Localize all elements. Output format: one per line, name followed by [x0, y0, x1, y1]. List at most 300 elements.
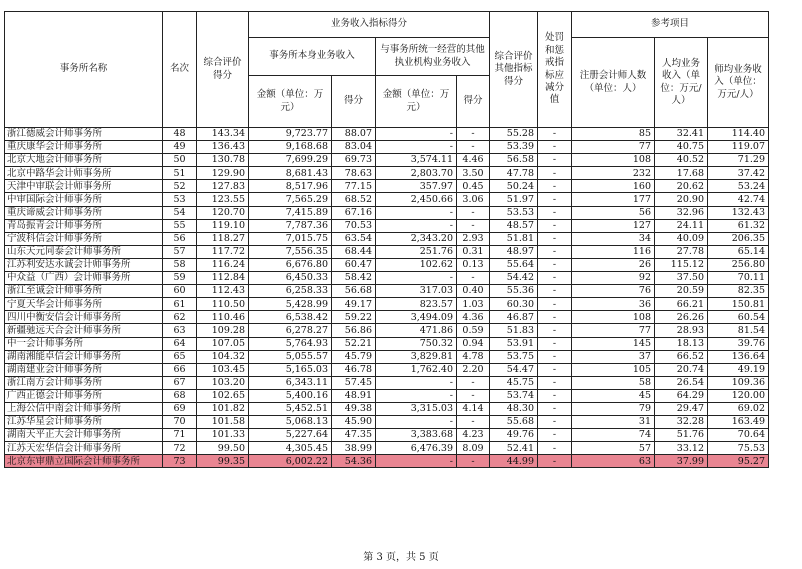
cell-per-capita: 26.54 [655, 376, 708, 389]
cell-own-score: 57.45 [332, 376, 376, 389]
cell-overall-score: 110.50 [197, 298, 249, 311]
cell-cpa-count: 36 [572, 298, 655, 311]
header-reference: 参考项目 [572, 12, 769, 38]
cell-rank: 49 [163, 141, 197, 154]
cell-own-score: 59.22 [332, 311, 376, 324]
table-row [5, 154, 769, 167]
cell-own-amount: 7,415.89 [249, 206, 332, 219]
cell-overall-score: 102.65 [197, 389, 249, 402]
cell-cpa-count: 74 [572, 429, 655, 442]
cell-affiliate-score: - [457, 219, 490, 232]
cell-own-amount: 4,305.45 [249, 442, 332, 455]
cell-own-score: 48.91 [332, 389, 376, 402]
cell-own-score: 70.53 [332, 219, 376, 232]
cell-other-score: 55.28 [490, 128, 538, 141]
cell-affiliate-amount: 102.62 [376, 258, 457, 271]
cell-firm-name: 湖南建业会计师事务所 [5, 363, 163, 376]
cell-cpa-count: 31 [572, 416, 655, 429]
cell-per-capita: 18.13 [655, 337, 708, 350]
cell-per-cpa: 132.43 [708, 206, 769, 219]
cell-per-cpa: 61.32 [708, 219, 769, 232]
cell-rank: 65 [163, 350, 197, 363]
cell-own-amount: 7,015.75 [249, 232, 332, 245]
cell-other-score: 51.83 [490, 324, 538, 337]
table-row [5, 442, 769, 455]
cell-penalty: - [538, 442, 572, 455]
cell-rank: 69 [163, 402, 197, 415]
header-own-score: 得分 [332, 76, 376, 128]
cell-other-score: 48.97 [490, 245, 538, 258]
header-own-amount: 金额（单位：万元） [249, 76, 332, 128]
cell-firm-name: 上海公信中南会计师事务所 [5, 402, 163, 415]
cell-penalty: - [538, 298, 572, 311]
table-row [5, 193, 769, 206]
cell-rank: 50 [163, 154, 197, 167]
cell-firm-name: 新疆驰远天合会计师事务所 [5, 324, 163, 337]
table-row [5, 219, 769, 232]
table-row [5, 180, 769, 193]
cell-own-score: 58.42 [332, 272, 376, 285]
table-row [5, 245, 769, 258]
cell-other-score: 53.39 [490, 141, 538, 154]
cell-overall-score: 129.90 [197, 167, 249, 180]
cell-own-score: 88.07 [332, 128, 376, 141]
cell-affiliate-score: 0.59 [457, 324, 490, 337]
cell-rank: 51 [163, 167, 197, 180]
cell-firm-name: 中审国际会计师事务所 [5, 193, 163, 206]
cell-affiliate-amount: - [376, 272, 457, 285]
table-row [5, 363, 769, 376]
cell-per-capita: 37.99 [655, 455, 708, 468]
cell-other-score: 50.24 [490, 180, 538, 193]
cell-overall-score: 104.32 [197, 350, 249, 363]
cell-own-amount: 6,538.42 [249, 311, 332, 324]
table-row [5, 167, 769, 180]
cell-firm-name: 重庆谛威会计师事务所 [5, 206, 163, 219]
table-row [5, 232, 769, 245]
cell-per-capita: 66.52 [655, 350, 708, 363]
cell-rank: 71 [163, 429, 197, 442]
cell-overall-score: 99.35 [197, 455, 249, 468]
cell-affiliate-amount: 6,476.39 [376, 442, 457, 455]
cell-overall-score: 103.20 [197, 376, 249, 389]
table-row [5, 402, 769, 415]
cell-per-cpa: 150.81 [708, 298, 769, 311]
cell-cpa-count: 26 [572, 258, 655, 271]
cell-affiliate-amount: - [376, 206, 457, 219]
cell-rank: 64 [163, 337, 197, 350]
cell-affiliate-score: - [457, 389, 490, 402]
cell-per-cpa: 49.19 [708, 363, 769, 376]
cell-affiliate-amount: - [376, 416, 457, 429]
cell-per-capita: 32.41 [655, 128, 708, 141]
cell-firm-name: 北京东审鼎立国际会计师事务所 [5, 455, 163, 468]
cell-rank: 70 [163, 416, 197, 429]
cell-affiliate-amount: 3,829.81 [376, 350, 457, 363]
cell-firm-name: 青岛振青会计师事务所 [5, 219, 163, 232]
cell-per-cpa: 109.36 [708, 376, 769, 389]
cell-firm-name: 浙江至诚会计师事务所 [5, 285, 163, 298]
cell-affiliate-amount: 3,574.11 [376, 154, 457, 167]
cell-cpa-count: 160 [572, 180, 655, 193]
cell-own-amount: 7,787.36 [249, 219, 332, 232]
cell-affiliate-amount: - [376, 455, 457, 468]
cell-rank: 73 [163, 455, 197, 468]
cell-affiliate-amount: - [376, 389, 457, 402]
cell-other-score: 48.30 [490, 402, 538, 415]
cell-own-score: 63.54 [332, 232, 376, 245]
header-penalty: 处罚和惩戒指标应减分值 [538, 12, 572, 128]
cell-cpa-count: 77 [572, 141, 655, 154]
cell-per-cpa: 65.14 [708, 245, 769, 258]
cell-penalty: - [538, 232, 572, 245]
cell-affiliate-score: 2.93 [457, 232, 490, 245]
cell-affiliate-score: 3.06 [457, 193, 490, 206]
cell-rank: 63 [163, 324, 197, 337]
cell-cpa-count: 116 [572, 245, 655, 258]
header-other-score: 综合评价其他指标得分 [490, 12, 538, 128]
header-affiliate-income: 与事务所统一经营的其他执业机构业务收入 [376, 38, 490, 76]
cell-own-amount: 6,450.33 [249, 272, 332, 285]
cell-affiliate-score: 4.78 [457, 350, 490, 363]
cell-per-capita: 20.74 [655, 363, 708, 376]
cell-own-amount: 6,676.80 [249, 258, 332, 271]
header-per-capita: 人均业务收入（单位：万元/人） [655, 38, 708, 128]
cell-cpa-count: 177 [572, 193, 655, 206]
table-row [5, 206, 769, 219]
cell-own-score: 54.36 [332, 455, 376, 468]
cell-firm-name: 四川中衡安信会计师事务所 [5, 311, 163, 324]
cell-per-cpa: 120.00 [708, 389, 769, 402]
cell-firm-name: 重庆康华会计师事务所 [5, 141, 163, 154]
cell-penalty: - [538, 416, 572, 429]
cell-own-amount: 7,556.35 [249, 245, 332, 258]
cell-affiliate-score: - [457, 416, 490, 429]
cell-rank: 54 [163, 206, 197, 219]
cell-cpa-count: 76 [572, 285, 655, 298]
cell-penalty: - [538, 272, 572, 285]
cell-overall-score: 123.55 [197, 193, 249, 206]
cell-firm-name: 山东天元同泰会计师事务所 [5, 245, 163, 258]
cell-own-amount: 5,165.03 [249, 363, 332, 376]
cell-firm-name: 天津中审联会计师事务所 [5, 180, 163, 193]
cell-affiliate-score: - [457, 272, 490, 285]
cell-penalty: - [538, 141, 572, 154]
cell-affiliate-amount: 471.86 [376, 324, 457, 337]
cell-per-capita: 37.50 [655, 272, 708, 285]
header-per-cpa: 师均业务收入（单位：万元/人） [708, 38, 769, 128]
cell-firm-name: 湖南湘能卓信会计师事务所 [5, 350, 163, 363]
cell-penalty: - [538, 154, 572, 167]
cell-affiliate-amount: - [376, 376, 457, 389]
cell-own-score: 77.15 [332, 180, 376, 193]
cell-per-capita: 27.78 [655, 245, 708, 258]
cell-per-cpa: 82.35 [708, 285, 769, 298]
cell-affiliate-amount: 1,762.40 [376, 363, 457, 376]
cell-overall-score: 101.82 [197, 402, 249, 415]
cell-per-capita: 17.68 [655, 167, 708, 180]
cell-cpa-count: 145 [572, 337, 655, 350]
cell-firm-name: 北京中路华会计师事务所 [5, 167, 163, 180]
cell-overall-score: 101.33 [197, 429, 249, 442]
cell-rank: 56 [163, 232, 197, 245]
cell-own-score: 46.78 [332, 363, 376, 376]
cell-own-amount: 5,764.93 [249, 337, 332, 350]
cell-rank: 57 [163, 245, 197, 258]
cell-other-score: 54.42 [490, 272, 538, 285]
cell-penalty: - [538, 337, 572, 350]
cell-affiliate-score: 1.03 [457, 298, 490, 311]
cell-affiliate-score: - [457, 141, 490, 154]
cell-firm-name: 北京大地会计师事务所 [5, 154, 163, 167]
table-row [5, 311, 769, 324]
cell-overall-score: 130.78 [197, 154, 249, 167]
cell-rank: 66 [163, 363, 197, 376]
cell-other-score: 52.41 [490, 442, 538, 455]
cell-affiliate-score: 0.40 [457, 285, 490, 298]
cell-other-score: 53.75 [490, 350, 538, 363]
cell-affiliate-score: 0.31 [457, 245, 490, 258]
cell-own-score: 49.17 [332, 298, 376, 311]
cell-overall-score: 101.58 [197, 416, 249, 429]
cell-affiliate-amount: 3,383.68 [376, 429, 457, 442]
cell-per-cpa: 256.80 [708, 258, 769, 271]
header-affiliate-amount: 金额（单位：万元） [376, 76, 457, 128]
cell-own-score: 67.16 [332, 206, 376, 219]
header-business-income-score: 业务收入指标得分 [249, 12, 490, 38]
cell-cpa-count: 85 [572, 128, 655, 141]
cell-per-cpa: 37.42 [708, 167, 769, 180]
cell-per-cpa: 75.53 [708, 442, 769, 455]
cell-own-amount: 5,068.13 [249, 416, 332, 429]
cell-firm-name: 浙江南方会计师事务所 [5, 376, 163, 389]
cell-per-capita: 64.29 [655, 389, 708, 402]
cell-cpa-count: 108 [572, 311, 655, 324]
cell-own-amount: 9,168.68 [249, 141, 332, 154]
cell-own-score: 45.90 [332, 416, 376, 429]
cell-rank: 58 [163, 258, 197, 271]
cell-per-capita: 115.12 [655, 258, 708, 271]
cell-own-amount: 8,681.43 [249, 167, 332, 180]
cell-affiliate-score: 8.09 [457, 442, 490, 455]
cell-cpa-count: 34 [572, 232, 655, 245]
table-row [5, 337, 769, 350]
cell-per-capita: 20.59 [655, 285, 708, 298]
cell-penalty: - [538, 245, 572, 258]
table-row [5, 272, 769, 285]
cell-cpa-count: 37 [572, 350, 655, 363]
cell-overall-score: 112.84 [197, 272, 249, 285]
cell-other-score: 54.47 [490, 363, 538, 376]
cell-affiliate-score: 4.36 [457, 311, 490, 324]
cell-overall-score: 107.05 [197, 337, 249, 350]
cell-own-score: 52.21 [332, 337, 376, 350]
header-rank: 名次 [163, 12, 197, 128]
cell-per-capita: 40.75 [655, 141, 708, 154]
cell-penalty: - [538, 324, 572, 337]
cell-affiliate-amount: 823.57 [376, 298, 457, 311]
cell-cpa-count: 77 [572, 324, 655, 337]
cell-other-score: 60.30 [490, 298, 538, 311]
cell-penalty: - [538, 350, 572, 363]
cell-own-amount: 5,055.57 [249, 350, 332, 363]
cell-firm-name: 江苏华星会计师事务所 [5, 416, 163, 429]
cell-penalty: - [538, 402, 572, 415]
cell-affiliate-amount: 357.97 [376, 180, 457, 193]
cell-other-score: 44.99 [490, 455, 538, 468]
table-row [5, 324, 769, 337]
cell-firm-name: 宁波科信会计师事务所 [5, 232, 163, 245]
page-footer: 第 3 页，共 5 页 [363, 552, 439, 563]
table-row [5, 298, 769, 311]
cell-penalty: - [538, 363, 572, 376]
table-row [5, 389, 769, 402]
cell-other-score: 47.78 [490, 167, 538, 180]
cell-overall-score: 110.46 [197, 311, 249, 324]
cell-own-score: 38.99 [332, 442, 376, 455]
cell-own-score: 83.04 [332, 141, 376, 154]
cell-per-cpa: 71.29 [708, 154, 769, 167]
cell-overall-score: 118.27 [197, 232, 249, 245]
cell-affiliate-amount: 2,803.70 [376, 167, 457, 180]
cell-penalty: - [538, 206, 572, 219]
cell-penalty: - [538, 389, 572, 402]
cell-rank: 61 [163, 298, 197, 311]
cell-other-score: 56.58 [490, 154, 538, 167]
cell-penalty: - [538, 180, 572, 193]
header-own-income: 事务所本身业务收入 [249, 38, 376, 76]
cell-per-capita: 40.52 [655, 154, 708, 167]
cell-cpa-count: 127 [572, 219, 655, 232]
cell-other-score: 46.87 [490, 311, 538, 324]
cell-own-amount: 6,258.33 [249, 285, 332, 298]
cell-per-capita: 26.26 [655, 311, 708, 324]
cell-per-cpa: 69.02 [708, 402, 769, 415]
cell-per-cpa: 81.54 [708, 324, 769, 337]
cell-penalty: - [538, 376, 572, 389]
cell-rank: 72 [163, 442, 197, 455]
cell-own-amount: 7,565.29 [249, 193, 332, 206]
cell-own-amount: 5,400.16 [249, 389, 332, 402]
cell-rank: 62 [163, 311, 197, 324]
cell-per-cpa: 39.76 [708, 337, 769, 350]
cell-cpa-count: 105 [572, 363, 655, 376]
cell-affiliate-score: 4.23 [457, 429, 490, 442]
cell-affiliate-score: 3.50 [457, 167, 490, 180]
cell-affiliate-amount: - [376, 128, 457, 141]
cell-rank: 60 [163, 285, 197, 298]
cell-own-score: 69.73 [332, 154, 376, 167]
cell-overall-score: 99.50 [197, 442, 249, 455]
cell-other-score: 53.74 [490, 389, 538, 402]
cell-firm-name: 中众益（广西）会计师事务所 [5, 272, 163, 285]
cell-cpa-count: 45 [572, 389, 655, 402]
cell-affiliate-amount: - [376, 141, 457, 154]
cell-affiliate-score: 0.45 [457, 180, 490, 193]
cell-per-capita: 20.62 [655, 180, 708, 193]
cell-per-cpa: 42.74 [708, 193, 769, 206]
cell-own-amount: 5,227.64 [249, 429, 332, 442]
cell-per-cpa: 163.49 [708, 416, 769, 429]
cell-penalty: - [538, 219, 572, 232]
cell-rank: 67 [163, 376, 197, 389]
cell-own-score: 47.35 [332, 429, 376, 442]
cell-affiliate-score: 0.13 [457, 258, 490, 271]
cell-other-score: 49.76 [490, 429, 538, 442]
cell-own-score: 49.38 [332, 402, 376, 415]
cell-other-score: 51.81 [490, 232, 538, 245]
cell-own-amount: 7,699.29 [249, 154, 332, 167]
table-row [5, 455, 769, 468]
cell-other-score: 55.64 [490, 258, 538, 271]
cell-rank: 53 [163, 193, 197, 206]
header-cpa-count: 注册会计师人数（单位：人） [572, 38, 655, 128]
table-row [5, 258, 769, 271]
cell-affiliate-amount: 3,494.09 [376, 311, 457, 324]
cell-own-score: 68.52 [332, 193, 376, 206]
cell-overall-score: 127.83 [197, 180, 249, 193]
cell-own-amount: 6,002.22 [249, 455, 332, 468]
cell-affiliate-amount: 251.76 [376, 245, 457, 258]
cell-overall-score: 120.70 [197, 206, 249, 219]
table-body [5, 128, 769, 468]
cell-own-score: 78.63 [332, 167, 376, 180]
cell-firm-name: 浙江德威会计师事务所 [5, 128, 163, 141]
cell-per-cpa: 53.24 [708, 180, 769, 193]
cell-affiliate-amount: - [376, 219, 457, 232]
cell-affiliate-amount: 3,315.03 [376, 402, 457, 415]
cell-cpa-count: 63 [572, 455, 655, 468]
cell-overall-score: 112.43 [197, 285, 249, 298]
table-row [5, 416, 769, 429]
cell-affiliate-amount: 750.32 [376, 337, 457, 350]
cell-per-capita: 33.12 [655, 442, 708, 455]
cell-affiliate-amount: 2,450.66 [376, 193, 457, 206]
cell-per-capita: 66.21 [655, 298, 708, 311]
cell-affiliate-score: - [457, 128, 490, 141]
cell-per-cpa: 95.27 [708, 455, 769, 468]
cell-cpa-count: 232 [572, 167, 655, 180]
cell-cpa-count: 79 [572, 402, 655, 415]
cell-per-capita: 20.90 [655, 193, 708, 206]
cell-overall-score: 103.45 [197, 363, 249, 376]
cell-rank: 55 [163, 219, 197, 232]
cell-cpa-count: 92 [572, 272, 655, 285]
cell-own-amount: 5,428.99 [249, 298, 332, 311]
cell-firm-name: 江苏利安达永诚会计师事务所 [5, 258, 163, 271]
cell-cpa-count: 57 [572, 442, 655, 455]
cell-cpa-count: 58 [572, 376, 655, 389]
cell-per-capita: 24.11 [655, 219, 708, 232]
cell-per-cpa: 70.64 [708, 429, 769, 442]
cell-affiliate-score: 4.46 [457, 154, 490, 167]
cell-own-score: 60.47 [332, 258, 376, 271]
cell-per-capita: 28.93 [655, 324, 708, 337]
cell-per-cpa: 136.64 [708, 350, 769, 363]
cell-overall-score: 119.10 [197, 219, 249, 232]
cell-affiliate-score: 4.14 [457, 402, 490, 415]
cell-firm-name: 中一会计师事务所 [5, 337, 163, 350]
table-row [5, 429, 769, 442]
cell-affiliate-score: - [457, 455, 490, 468]
cell-per-capita: 40.09 [655, 232, 708, 245]
header-affiliate-score: 得分 [457, 76, 490, 128]
cell-overall-score: 116.24 [197, 258, 249, 271]
cell-affiliate-amount: 2,343.20 [376, 232, 457, 245]
cell-other-score: 53.53 [490, 206, 538, 219]
cell-affiliate-score: 2.20 [457, 363, 490, 376]
cell-affiliate-score: - [457, 376, 490, 389]
